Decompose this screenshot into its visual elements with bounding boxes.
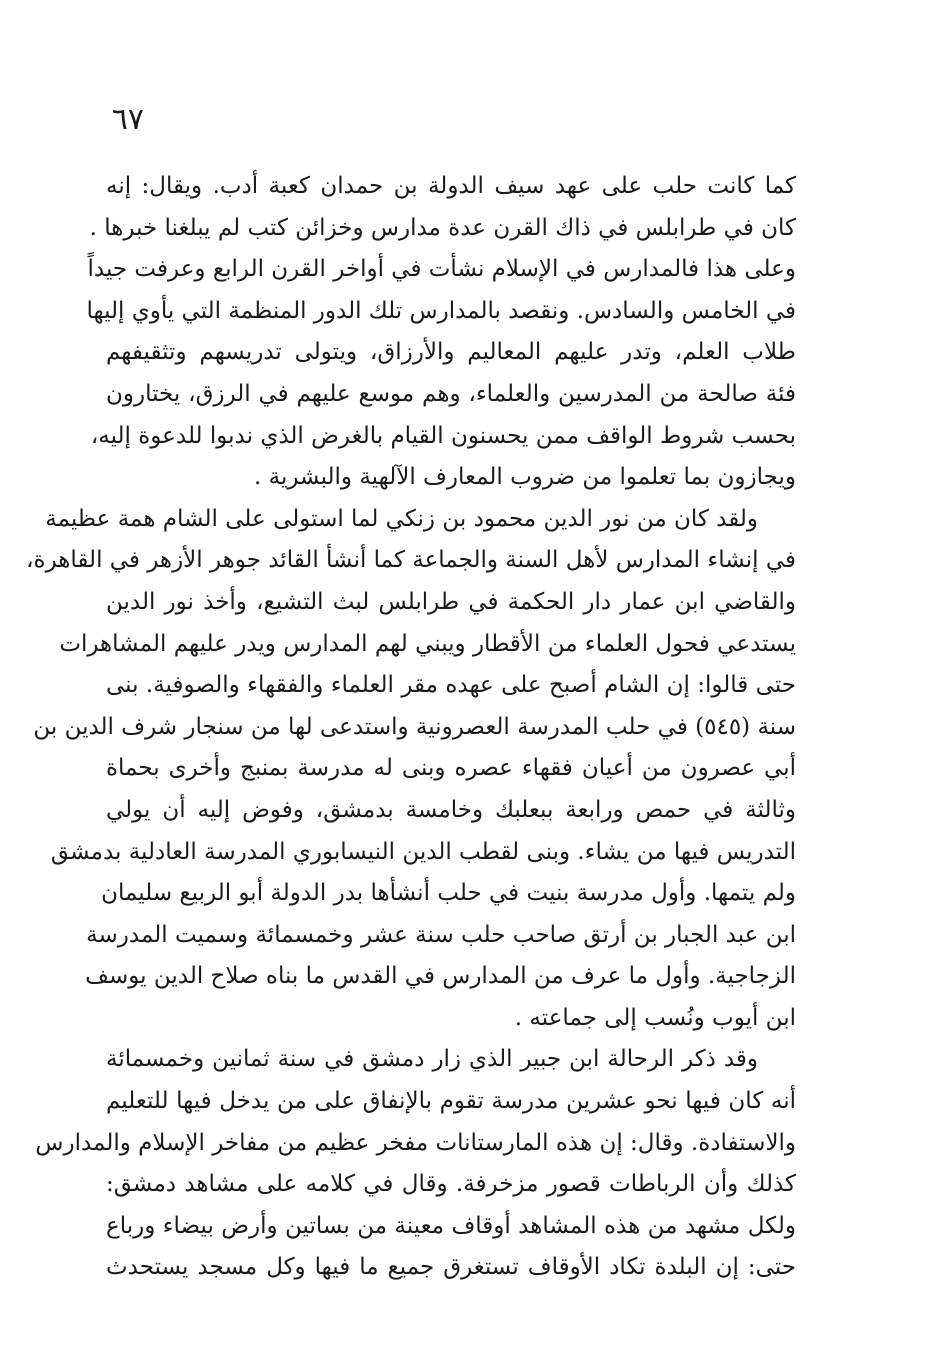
text-line: حتى: إن البلدة تكاد الأوقاف تستغرق جميع ما فيها وكل مسجد يستحدث bbox=[106, 1254, 796, 1281]
text-line: كذلك وأن الرباطات قصور مزخرفة. وقال في كلامه على مشاهد دمشق: bbox=[106, 1171, 796, 1198]
text-line: طلاب العلم، وتدر عليهم المعاليم والأرزاق، ويتولى تدريسهم وتثقيفهم bbox=[106, 339, 796, 366]
paragraph-1 bbox=[86, 166, 796, 499]
paragraph-3 bbox=[35, 1039, 796, 1289]
text-line: ولكل مشهد من هذه المشاهد أوقاف معينة من بساتين وأرض بيضاء ورباع bbox=[106, 1212, 796, 1239]
text-line: التدريس فيها من يشاء. وبنى لقطب الدين النيسابوري المدرسة العادلية بدمشق bbox=[50, 838, 796, 865]
text-line: أبي عصرون من أعيان فقهاء عصره وبنى له مدرسة بمنبج وأخرى بحماة bbox=[106, 755, 796, 782]
paragraph-2 bbox=[26, 499, 796, 1040]
text-line: كان في طرابلس في ذاك القرن عدة مدارس وخزائن كتب لم يبلغنا خبرها . bbox=[89, 214, 796, 241]
text-line: الزجاجية. وأول ما عرف من المدارس في القدس ما بناه صلاح الدين يوسف bbox=[85, 963, 796, 990]
text-line: ويجازون بما تعلموا من ضروب المعارف الآلهية والبشرية . bbox=[254, 464, 796, 491]
text-line: بحسب شروط الواقف ممن يحسنون القيام بالغرض الذي ندبوا للدعوة إليه، bbox=[90, 422, 796, 449]
body-text bbox=[26, 166, 796, 1289]
text-line: والقاضي ابن عمار دار الحكمة في طرابلس لبث التشيع، وأخذ نور الدين bbox=[106, 588, 796, 615]
text-line: ولقد كان من نور الدين محمود بن زنكي لما استولى على الشام همة عظيمة bbox=[45, 505, 758, 532]
text-line: فئة صالحة من المدرسين والعلماء، وهم موسع عليهم في الرزق، يختارون bbox=[106, 380, 796, 407]
page-number: ٦٧ bbox=[111, 102, 144, 137]
text-line: وثالثة في حمص ورابعة ببعلبك وخامسة بدمشق، وفوض إليه أن يولي bbox=[106, 796, 796, 823]
text-line: ابن أيوب ونُسب إلى جماعته . bbox=[514, 1004, 796, 1031]
text-line: ولم يتمها. وأول مدرسة بنيت في حلب أنشأها بدر الدولة أبو الربيع سليمان bbox=[101, 880, 796, 907]
text-line: كما كانت حلب على عهد سيف الدولة بن حمدان كعبة أدب. ويقال: إنه bbox=[106, 173, 796, 199]
text-line: في الخامس والسادس. ونقصد بالمدارس تلك الدور المنظمة التي يأوي إليها bbox=[86, 297, 796, 324]
text-line: يستدعي فحول العلماء من الأقطار ويبني لهم المدارس ويدر عليهم المشاهرات bbox=[59, 630, 796, 657]
text-line: وعلى هذا فالمدارس في الإسلام نشأت في أواخر القرن الرابع وعرفت جيداً bbox=[87, 256, 796, 283]
text-line: والاستفادة. وقال: إن هذه المارستانات مفخر عظيم من مفاخر الإسلام والمدارس bbox=[35, 1129, 796, 1156]
text-line: حتى قالوا: إن الشام أصبح على عهده مقر العلماء والفقهاء والصوفية. بنى bbox=[106, 672, 796, 699]
text-line: أنه كان فيها نحو عشرين مدرسة تقوم بالإنفاق على من يدخل فيها للتعليم bbox=[106, 1088, 796, 1115]
text-line: وقد ذكر الرحالة ابن جبير الذي زار دمشق في سنة ثمانين وخمسمائة bbox=[106, 1046, 758, 1073]
text-line: سنة (٥٤٥) في حلب المدرسة العصرونية واستدعى لها من سنجار شرف الدين بن bbox=[33, 713, 796, 740]
text-line: ابن عبد الجبار بن أرتق صاحب حلب سنة عشر وخمسمائة وسميت المدرسة bbox=[86, 921, 796, 948]
text-line: في إنشاء المدارس لأهل السنة والجماعة كما أنشأ القائد جوهر الأزهر في القاهرة، bbox=[26, 547, 796, 574]
